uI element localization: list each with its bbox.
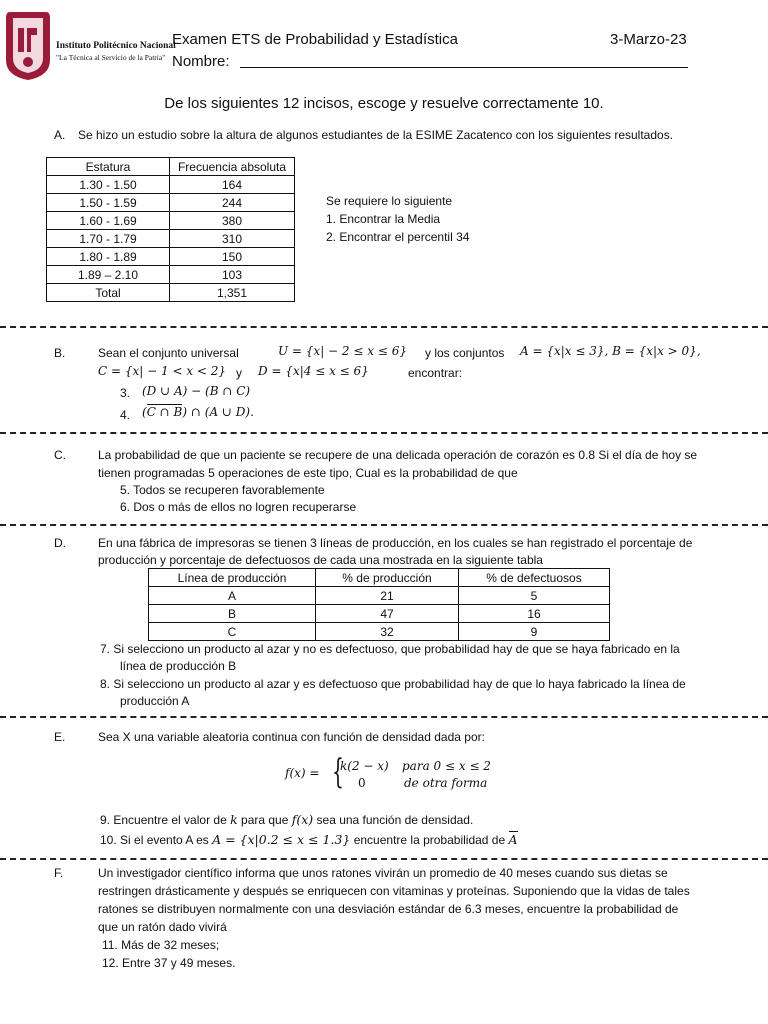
section-f-line: ratones se distribuyen normalmente con una desviación estándar de 6.3 meses, encuentre la probabilidad de <box>98 902 679 916</box>
question-5: 5. Todos se recuperen favorablemente <box>120 483 325 497</box>
density-function-lhs: f(x) = <box>285 766 320 780</box>
exam-date: 3-Marzo-23 <box>610 31 687 48</box>
case-2-condition: de otra forma <box>404 776 488 790</box>
question-8: 8. Si selecciono un producto al azar y es defectuoso que probabilidad hay de que lo haya fabricado la línea de <box>100 677 686 691</box>
production-table <box>148 568 610 641</box>
table-cell: C <box>149 623 316 641</box>
question-4 <box>142 405 254 419</box>
question-4-rest: ∩ (A ∪ D). <box>190 405 254 419</box>
table-cell: 164 <box>170 176 295 194</box>
section-e-letter: E. <box>54 730 66 744</box>
section-divider <box>0 524 768 526</box>
question-9 <box>100 812 473 827</box>
section-f-line: que un ratón dado vivirá <box>98 920 227 934</box>
table-header: Estatura <box>47 158 170 176</box>
table-row <box>47 176 295 194</box>
question-number: 3. <box>120 386 131 400</box>
table-cell: 1.70 - 1.79 <box>47 230 170 248</box>
brace: { <box>332 752 344 792</box>
section-b-text: Sean el conjunto universal <box>98 346 239 360</box>
table-cell: 1.50 - 1.59 <box>47 194 170 212</box>
sets-a-b: A = {x|x ≤ 3}, B = {x|x > 0}, <box>520 344 701 358</box>
question-12: 12. Entre 37 y 49 meses. <box>102 956 236 970</box>
table-cell: 103 <box>170 266 295 284</box>
question-3: (D ∪ A) − (B ∩ C) <box>142 384 251 398</box>
question-7: 7. Si selecciono un producto al azar y no es defectuoso, que probabilidad hay de que se haya fabricado en la <box>100 642 680 656</box>
table-cell: 32 <box>316 623 459 641</box>
case-1-condition: para 0 ≤ x ≤ 2 <box>402 759 491 773</box>
section-c-line: La probabilidad de que un paciente se recupere de una delicada operación de corazón es 0.8 Si el día de hoy se <box>98 448 698 462</box>
event-a-set: A = {x|0.2 ≤ x ≤ 1.3} <box>212 832 351 847</box>
case-1-expression: k(2 − x) <box>340 759 389 773</box>
paren: ) <box>182 405 188 419</box>
table-row <box>149 623 610 641</box>
section-b-text: y los conjuntos <box>425 346 505 360</box>
table-cell: 1,351 <box>170 284 295 302</box>
table-cell: A <box>149 587 316 605</box>
paren: ( <box>142 405 147 419</box>
height-frequency-table <box>46 157 295 302</box>
table-row <box>149 605 610 623</box>
table-cell: 1.60 - 1.69 <box>47 212 170 230</box>
section-divider <box>0 716 768 718</box>
exam-title: Examen ETS de Probabilidad y Estadística <box>172 31 458 48</box>
section-e-text: Sea X una variable aleatoria continua con función de densidad dada por: <box>98 730 485 744</box>
section-f-line: Un investigador científico informa que unos ratones vivirán un promedio de 40 meses cuando sus dietas se <box>98 866 668 880</box>
section-f-letter: F. <box>54 866 64 880</box>
table-cell: 5 <box>459 587 610 605</box>
table-cell: 9 <box>459 623 610 641</box>
table-row <box>149 587 610 605</box>
table-row <box>47 248 295 266</box>
table-cell: 21 <box>316 587 459 605</box>
table-row <box>47 230 295 248</box>
requirement-1: 1. Encontrar la Media <box>326 212 441 226</box>
question-10-text: encuentre la probabilidad de <box>353 833 506 847</box>
table-header: % de producción <box>316 569 459 587</box>
table-cell: 1.89 – 2.10 <box>47 266 170 284</box>
question-6: 6. Dos o más de ellos no logren recuperarse <box>120 500 357 514</box>
table-cell: 244 <box>170 194 295 212</box>
table-cell: 310 <box>170 230 295 248</box>
section-a-text: Se hizo un estudio sobre la altura de algunos estudiantes de la ESIME Zacatenco con los siguientes resultados. <box>78 128 674 142</box>
ipn-logo <box>4 8 52 82</box>
table-cell: 16 <box>459 605 610 623</box>
table-row <box>47 284 295 302</box>
table-header: Línea de producción <box>149 569 316 587</box>
case-2-expression: 0 <box>358 776 366 790</box>
table-header: % de defectuosos <box>459 569 610 587</box>
question-8-cont: producción A <box>120 694 190 708</box>
section-d-line: En una fábrica de impresoras se tienen 3 líneas de producción, en los cuales se han registrado el porcentaje de <box>98 536 693 550</box>
k-symbol: k <box>230 812 238 827</box>
section-d-letter: D. <box>54 536 66 550</box>
question-10 <box>100 832 518 847</box>
a-complement: A <box>508 832 518 847</box>
section-b-letter: B. <box>54 346 66 360</box>
table-row <box>47 266 295 284</box>
section-f-line: restringen drásticamente y después se enriquecen con vitaminas y proteínas. Suponiendo que la vidas de tales <box>98 884 690 898</box>
table-cell: 47 <box>316 605 459 623</box>
section-divider <box>0 432 768 434</box>
institution-name: Instituto Politécnico Nacional <box>56 41 176 51</box>
section-b-text: y <box>236 366 242 380</box>
table-row <box>47 212 295 230</box>
table-row <box>47 194 295 212</box>
institution-motto: "La Técnica al Servicio de la Patria" <box>56 53 166 62</box>
set-d: D = {x|4 ≤ x ≤ 6} <box>258 364 369 378</box>
table-cell: 1.80 - 1.89 <box>47 248 170 266</box>
f-of-x: f(x) <box>291 812 314 827</box>
section-b-text: encontrar: <box>408 366 463 380</box>
question-9-text: sea una función de densidad. <box>316 813 474 827</box>
universal-set: U = {x| − 2 ≤ x ≤ 6} <box>278 344 407 358</box>
question-number: 4. <box>120 408 131 422</box>
question-11: 11. Más de 32 meses; <box>102 938 220 952</box>
table-cell: 1.30 - 1.50 <box>47 176 170 194</box>
question-7-cont: línea de producción B <box>120 659 237 673</box>
table-cell: Total <box>47 284 170 302</box>
question-10-text: 10. Si el evento A es <box>100 833 209 847</box>
complement-expression: C ∩ B <box>146 405 183 419</box>
section-c-letter: C. <box>54 448 66 462</box>
table-cell: B <box>149 605 316 623</box>
requirement-2: 2. Encontrar el percentil 34 <box>326 230 470 244</box>
table-cell: 150 <box>170 248 295 266</box>
section-a-letter: A. <box>54 128 66 142</box>
instructions: De los siguientes 12 incisos, escoge y resuelve correctamente 10. <box>164 95 604 112</box>
set-c: C = {x| − 1 < x < 2} <box>98 364 227 378</box>
section-d-line: producción y porcentaje de defectuosos de cada una mostrada en la siguiente tabla <box>98 553 543 567</box>
section-divider <box>0 858 768 860</box>
requirements-title: Se requiere lo siguiente <box>326 194 453 208</box>
question-9-text: para que <box>241 813 289 827</box>
question-9-text: 9. Encuentre el valor de <box>100 813 227 827</box>
table-header: Frecuencia absoluta <box>170 158 295 176</box>
name-blank-line[interactable] <box>240 67 688 68</box>
name-label: Nombre: <box>172 53 230 70</box>
section-divider <box>0 326 768 328</box>
section-c-line: tienen programadas 5 operaciones de este tipo, Cual es la probabilidad de que <box>98 466 518 480</box>
table-cell: 380 <box>170 212 295 230</box>
